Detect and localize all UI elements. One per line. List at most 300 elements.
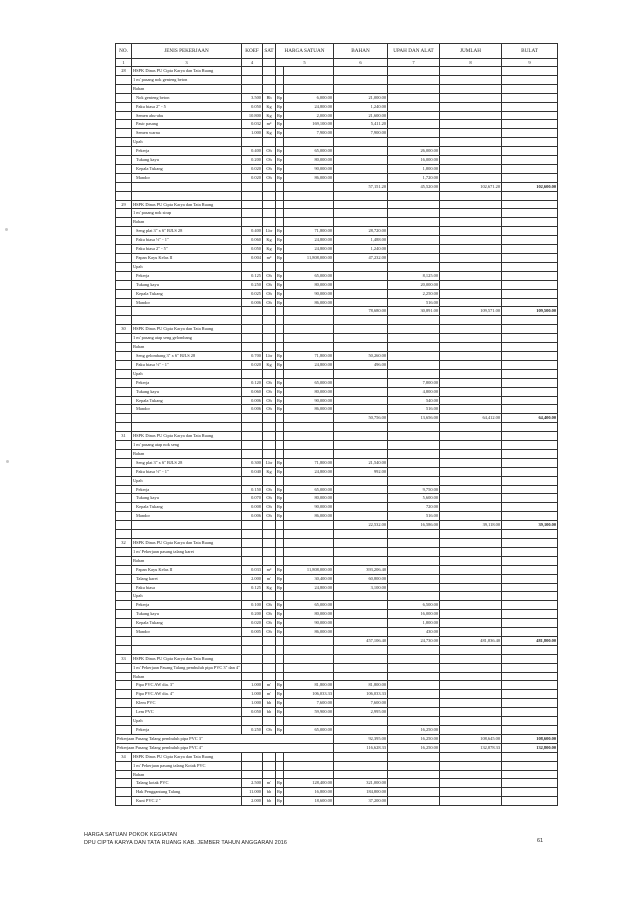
labor-cost [388,227,440,236]
section-label: Upah [132,369,242,378]
table-cell [502,262,558,271]
coefficient: 0.400 [242,147,263,156]
coefficient: 1.000 [242,129,263,138]
table-cell [388,530,440,539]
table-cell [116,271,132,280]
currency: Rp [276,164,284,173]
currency: Rp [276,503,284,512]
section-label: Bahan [132,449,242,458]
col-sat-header: SAT [263,44,276,59]
table-cell [116,227,132,236]
material-cost [334,271,388,280]
coefficient: 2.500 [242,779,263,788]
table-cell [284,770,334,779]
table-row-total [116,521,558,530]
unit-price: 86,000.00 [284,298,334,307]
table-cell [502,538,558,547]
component-name: Papan Kayu Kelas II [132,254,242,263]
component-name: Mandor [132,173,242,182]
table-cell [502,761,558,770]
table-cell [440,788,502,797]
item-number: 34 [116,752,132,761]
table-cell [502,565,558,574]
table-row-sec [116,770,558,779]
table-cell [388,556,440,565]
table-cell [116,512,132,521]
table-cell [440,343,502,352]
table-cell [242,182,263,191]
table-cell [388,432,440,441]
rounded-total: 64,400.00 [502,414,558,423]
table-cell [334,67,388,76]
table-cell [334,592,388,601]
rounded-total: 39,100.00 [502,521,558,530]
table-cell [242,449,263,458]
table-cell [116,574,132,583]
table-cell [116,797,132,806]
labor-subtotal: 45,520.00 [388,182,440,191]
table-cell [284,325,334,334]
table-cell [263,636,276,645]
table-cell [284,663,334,672]
unit: m' [263,681,276,690]
col-jenis-header: JENIS PEKERJAAN [132,44,242,59]
unit: Oh [263,725,276,734]
table-cell [440,164,502,173]
table-cell [502,690,558,699]
material-subtotal: 92,395.00 [334,734,388,743]
table-cell [388,334,440,343]
coefficient: 0.006 [242,405,263,414]
currency: Rp [276,458,284,467]
unit: m' [263,690,276,699]
coefficient: 0.125 [242,583,263,592]
coefficient: 1.000 [242,690,263,699]
table-cell [440,485,502,494]
material-cost: 184,800.00 [334,788,388,797]
currency: Rp [276,227,284,236]
item-title: HSPK Dinas PU Cipta Karya dan Tata Ruang [132,538,242,547]
table-cell [284,752,334,761]
material-subtotal: 457,106.40 [334,636,388,645]
table-row-sub [116,334,558,343]
table-cell [440,797,502,806]
component-name: Pekerja [132,725,242,734]
table-cell [263,770,276,779]
table-row-blank [116,423,558,432]
labor-cost [388,351,440,360]
unit: Kg [263,102,276,111]
table-cell [502,236,558,245]
unit-price: 65,000.00 [284,147,334,156]
component-name: Mandor [132,298,242,307]
table-row-item [116,120,558,129]
table-cell [116,414,132,423]
coefficient: 0.006 [242,396,263,405]
table-row-total [116,414,558,423]
table-cell [440,120,502,129]
table-cell [242,672,263,681]
table-cell [388,200,440,209]
table-cell [116,717,132,726]
table-cell [242,209,263,218]
component-name: Paku biasa 2" - 5" [132,245,242,254]
table-row-item [116,574,558,583]
table-cell [502,423,558,432]
table-cell [116,120,132,129]
table-cell [116,129,132,138]
currency: Rp [276,254,284,263]
col-harga-header: HARGA SATUAN [276,44,334,59]
table-cell [263,209,276,218]
table-cell [284,414,334,423]
table-cell [276,530,284,539]
table-cell [242,476,263,485]
labor-cost: 540.00 [388,396,440,405]
table-cell [388,209,440,218]
table-row-sec [116,84,558,93]
material-cost: 1,240.00 [334,102,388,111]
table-cell [284,538,334,547]
coefficient: 0.050 [242,708,263,717]
table-cell [502,441,558,450]
row-total: 39,118.00 [440,521,502,530]
table-cell [284,636,334,645]
table-row-item [116,485,558,494]
material-cost [334,494,388,503]
material-cost [334,628,388,637]
component-name: Nok genteng beton [132,93,242,102]
item-description: 1 m' Pekerjaan pasang talang karet [132,547,242,556]
labor-cost [388,708,440,717]
table-cell [276,423,284,432]
table-cell [116,645,132,654]
coefficient: 0.125 [242,271,263,280]
currency: Rp [276,628,284,637]
coefficient: 0.005 [242,628,263,637]
table-cell [502,797,558,806]
unit: bh [263,699,276,708]
table-row-sec [116,476,558,485]
component-name: Paku biasa [132,583,242,592]
component-name: Pipa PVC AW dia. 3" [132,681,242,690]
table-cell [276,761,284,770]
unit-price: 7,900.00 [284,129,334,138]
table-row-item [116,708,558,717]
col-koef-header: KOEF [242,44,263,59]
table-cell [116,360,132,369]
rounded-total: 132,800.00 [502,743,558,752]
table-cell [263,67,276,76]
table-cell [502,129,558,138]
item-description: 1 m' Pekerjaan pasang talang Kotak PVC [132,761,242,770]
table-cell [116,254,132,263]
labor-cost: 26,000.00 [388,147,440,156]
table-cell [440,699,502,708]
table-cell [242,325,263,334]
table-cell [334,209,388,218]
currency: Rp [276,690,284,699]
table-row-item [116,360,558,369]
labor-cost: 430.00 [388,628,440,637]
table-cell [116,307,132,316]
table-cell [502,458,558,467]
currency: Rp [276,512,284,521]
currency: Rp [276,485,284,494]
unit-price: 65,000.00 [284,485,334,494]
table-cell [263,414,276,423]
table-cell [334,547,388,556]
table-cell [276,334,284,343]
table-cell [440,530,502,539]
table-cell [334,441,388,450]
table-cell [440,467,502,476]
table-cell [116,690,132,699]
material-cost [334,289,388,298]
unit-price: 81,800.00 [284,681,334,690]
component-name: Kepala Tukang [132,289,242,298]
unit: Oh [263,405,276,414]
table-cell [242,334,263,343]
table-cell [263,218,276,227]
table-cell [440,503,502,512]
table-cell [116,601,132,610]
coefficient: 11.000 [242,788,263,797]
unit: bh [263,797,276,806]
table-cell [502,547,558,556]
table-cell [440,717,502,726]
table-cell [440,334,502,343]
footer-line-2: DPU CIPTA KARYA DAN TATA RUANG KAB. JEMBER TAHUN ANGGARAN 2016 [84,840,288,846]
unit-price: 16,800.00 [284,788,334,797]
unit-price: 169,100.00 [284,120,334,129]
table-cell [263,182,276,191]
table-cell [116,467,132,476]
table-cell [440,218,502,227]
table-cell [440,254,502,263]
component-name: Mandor [132,405,242,414]
table-cell [242,538,263,547]
table-cell [116,458,132,467]
table-cell [242,200,263,209]
component-name: Kepala Tukang [132,619,242,628]
table-cell [502,75,558,84]
table-cell [440,156,502,165]
table-row-blank [116,316,558,325]
table-row-total [116,182,558,191]
rounded-total: 481,800.00 [502,636,558,645]
labor-cost [388,458,440,467]
material-subtotal: 50,756.00 [334,414,388,423]
table-cell [502,218,558,227]
col-bahan-header: BAHAN [334,44,388,59]
labor-cost [388,120,440,129]
table-cell [116,262,132,271]
table-cell [276,672,284,681]
table-cell [116,423,132,432]
table-row-sec [116,138,558,147]
material-cost [334,405,388,414]
table-cell [276,717,284,726]
table-row-sum [116,734,558,743]
component-name: Tukang kayu [132,494,242,503]
table-cell [502,173,558,182]
table-row-total [116,307,558,316]
table-row-title [116,752,558,761]
table-cell [502,387,558,396]
table-cell [263,530,276,539]
page-footer [84,831,287,847]
table-cell [440,173,502,182]
table-cell [263,761,276,770]
table-cell [116,503,132,512]
table-cell [502,503,558,512]
table-cell [334,423,388,432]
currency: Rp [276,351,284,360]
coefficient: 0.020 [242,360,263,369]
table-cell [116,485,132,494]
material-cost: 7,600.00 [334,699,388,708]
table-cell [502,120,558,129]
table-cell [116,298,132,307]
table-cell [440,138,502,147]
table-cell [276,262,284,271]
material-cost [334,378,388,387]
table-cell [502,84,558,93]
labor-cost [388,788,440,797]
table-row-sum [116,743,558,752]
table-cell [116,619,132,628]
table-row-sub [116,75,558,84]
currency: Rp [276,725,284,734]
labor-cost: 9,750.00 [388,485,440,494]
table-cell [388,752,440,761]
table-cell [242,138,263,147]
currency: Rp [276,156,284,165]
table-cell [284,592,334,601]
unit-price: 90,000.00 [284,396,334,405]
table-cell [334,663,388,672]
table-cell [116,663,132,672]
table-cell [263,343,276,352]
table-row-title [116,200,558,209]
table-row-sec [116,218,558,227]
table-cell [276,191,284,200]
item-description: 1 m' pasang nok sirap [132,209,242,218]
table-cell [132,316,242,325]
table-row-sec [116,592,558,601]
rounded-total: 109,500.00 [502,307,558,316]
unit: bh [263,788,276,797]
component-name: Paku biasa 2" - 5 [132,102,242,111]
row-total: 102,671.20 [440,182,502,191]
labor-cost: 16,000.00 [388,156,440,165]
unit-price: 90,000.00 [284,289,334,298]
unit-price: 11,808,000.00 [284,254,334,263]
table-cell [502,574,558,583]
table-cell [440,227,502,236]
labor-cost [388,102,440,111]
labor-cost [388,254,440,263]
component-name: Pekerja [132,271,242,280]
table-row-item [116,93,558,102]
table-cell [132,182,242,191]
table-cell [263,521,276,530]
table-cell [263,191,276,200]
table-cell [276,770,284,779]
section-label: Bahan [132,556,242,565]
section-label: Upah [132,717,242,726]
table-cell [263,200,276,209]
table-cell [284,67,334,76]
table-cell [334,316,388,325]
unit-price: 80,000.00 [284,494,334,503]
table-cell [263,325,276,334]
material-cost: 3,100.00 [334,583,388,592]
table-cell [116,378,132,387]
table-cell [502,645,558,654]
price-analysis-document [115,43,557,806]
table-cell [440,592,502,601]
currency: Rp [276,574,284,583]
labor-cost [388,245,440,254]
table-cell [242,761,263,770]
table-cell [263,449,276,458]
table-cell [276,432,284,441]
labor-cost [388,681,440,690]
unit-price: 80,000.00 [284,610,334,619]
section-label: Bahan [132,672,242,681]
table-cell [242,218,263,227]
unit-price: 86,000.00 [284,512,334,521]
table-cell [242,547,263,556]
material-cost [334,396,388,405]
table-row-sub [116,547,558,556]
coefficient: 0.008 [242,503,263,512]
table-cell [502,619,558,628]
table-cell [116,84,132,93]
table-cell [440,298,502,307]
table-cell [116,636,132,645]
table-cell [502,672,558,681]
unit: Oh [263,387,276,396]
material-cost: 1,240.00 [334,245,388,254]
table-cell [334,191,388,200]
table-cell [116,396,132,405]
material-cost: 28,720.00 [334,227,388,236]
table-row-blank [116,645,558,654]
component-name: Klem PVC [132,699,242,708]
table-row-sec [116,556,558,565]
table-cell [242,521,263,530]
table-cell [502,556,558,565]
table-cell [440,601,502,610]
table-cell [440,512,502,521]
table-cell [284,432,334,441]
currency: Rp [276,494,284,503]
table-cell [502,583,558,592]
table-cell [284,556,334,565]
coefficient: 0.025 [242,289,263,298]
component-name: Semen warna [132,129,242,138]
table-cell [502,788,558,797]
table-cell [334,672,388,681]
table-cell [276,414,284,423]
coefficient: 10.800 [242,111,263,120]
unit-price: 18,600.00 [284,797,334,806]
table-row-blank [116,530,558,539]
table-cell [242,423,263,432]
